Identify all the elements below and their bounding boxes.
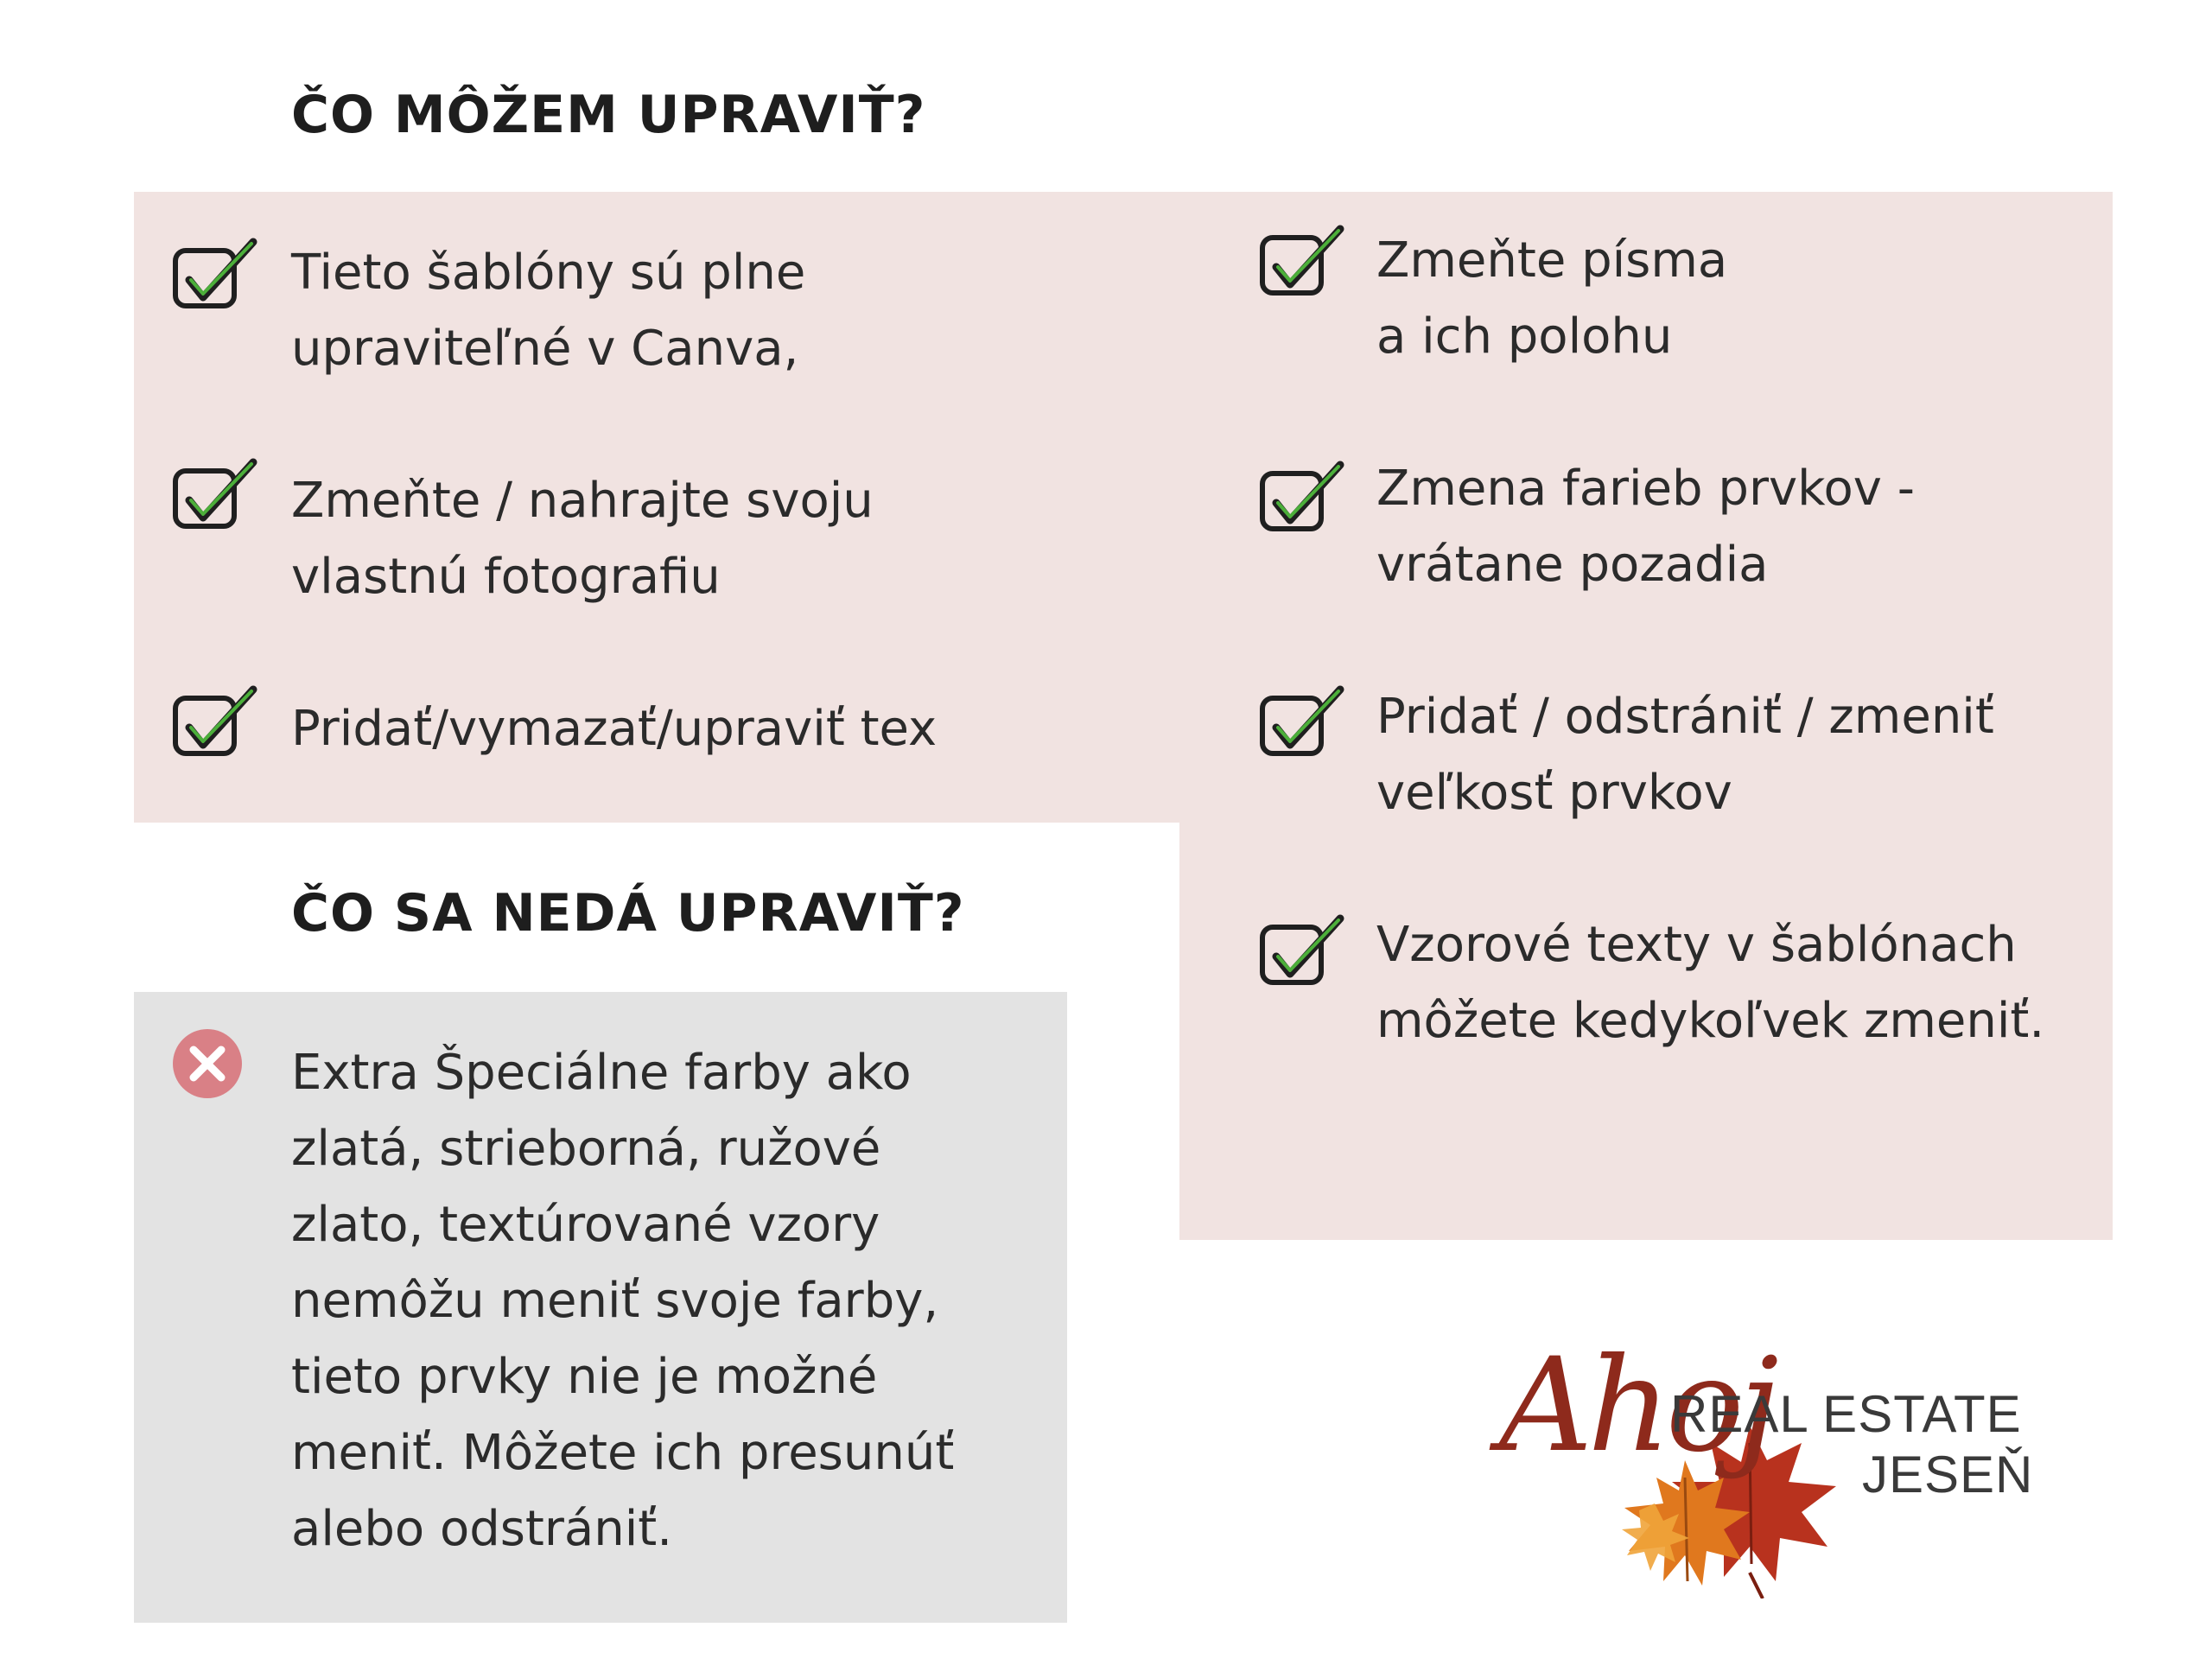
logo-title-line1: REAL ESTATE <box>1670 1385 2022 1443</box>
heading-cannot-edit: ČO SA NEDÁ UPRAVIŤ? <box>291 883 965 944</box>
checkbox-check-icon <box>170 683 265 769</box>
item-line: vrátane pozadia <box>1376 537 1769 593</box>
text-line: alebo odstrániť. <box>291 1501 673 1557</box>
text-line: nemôžu meniť svoje farby, <box>291 1273 939 1329</box>
heading-can-edit: ČO MÔŽEM UPRAVIŤ? <box>291 85 926 145</box>
item-line: Tieto šablóny sú plne <box>291 245 806 301</box>
brand-logo <box>1491 1313 2034 1599</box>
item-line: môžete kedykoľvek zmeniť. <box>1376 993 2045 1049</box>
text-line: Extra Špeciálne farby ako <box>291 1045 912 1101</box>
checkbox-check-icon <box>1257 222 1352 308</box>
item-line: Zmeňte / nahrajte svoju <box>291 473 874 529</box>
checkbox-check-icon <box>1257 683 1352 769</box>
text-line: tieto prvky nie je možné <box>291 1349 878 1405</box>
item-line: Zmeňte písma <box>1376 232 1728 289</box>
text-line: zlato, textúrované vzory <box>291 1197 880 1253</box>
checkbox-check-icon <box>170 235 265 321</box>
checkbox-check-icon <box>1257 912 1352 998</box>
item-line: Pridať/vymazať/upraviť tex <box>291 701 938 757</box>
item-line: a ich polohu <box>1376 308 1673 365</box>
text-line: meniť. Môžete ich presunúť <box>291 1425 955 1481</box>
cannot-edit-text <box>291 1035 954 1567</box>
item-line: Zmena farieb prvkov - <box>1376 461 1915 517</box>
item-line: veľkosť prvkov <box>1376 765 1732 821</box>
text-line: zlatá, strieborná, ružové <box>291 1121 881 1177</box>
logo-script-text: Ahoj <box>1499 1331 1774 1481</box>
checkbox-check-icon <box>170 455 265 542</box>
x-circle-icon <box>170 1027 245 1101</box>
item-line: Vzorové texty v šablónach <box>1376 917 2017 973</box>
item-line: Pridať / odstrániť / zmeniť <box>1376 689 1994 745</box>
item-line: upraviteľné v Canva, <box>291 321 799 377</box>
checkbox-check-icon <box>1257 458 1352 544</box>
logo-title-line2: JESEŇ <box>1862 1446 2034 1503</box>
item-line: vlastnú fotografiu <box>291 549 721 605</box>
